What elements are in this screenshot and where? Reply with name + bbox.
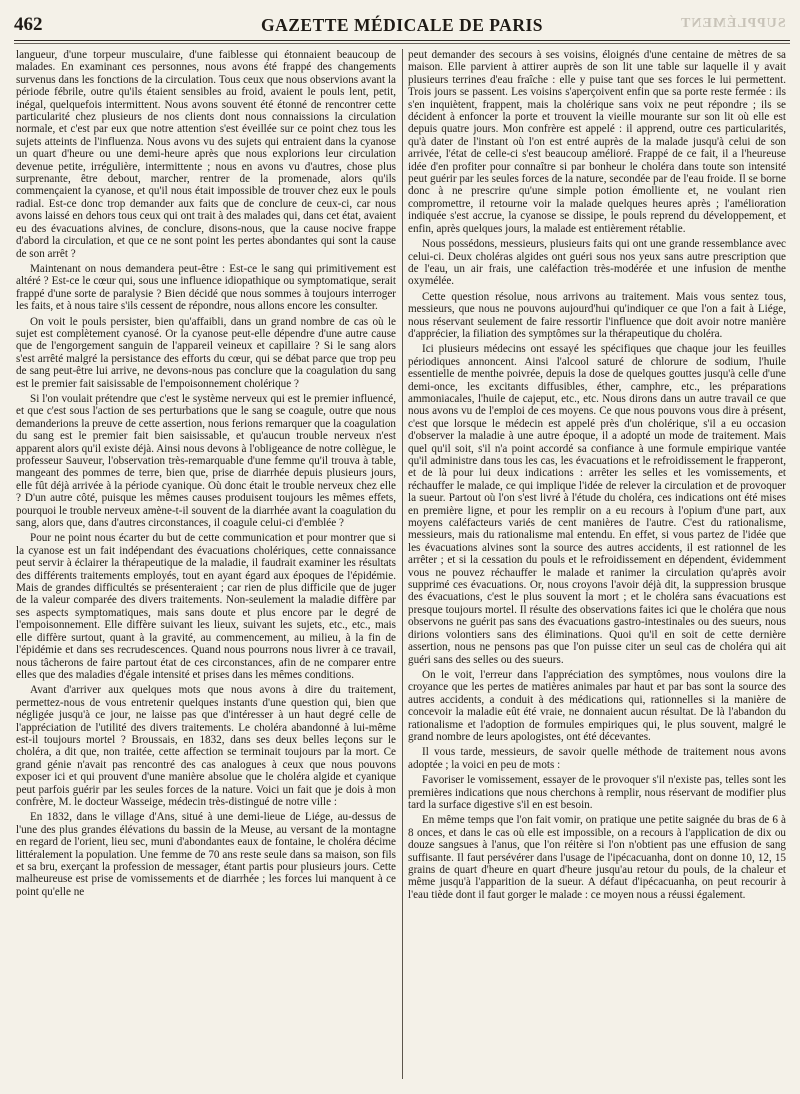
- paragraph: Ici plusieurs médecins ont essayé les spécifiques que chaque jour les feuilles périodiques annoncent. Ainsi l'alcool saturé de chlorure de sodium, l'huile essentielle de menthe poivrée, depuis la dose de quelques gouttes jusqu'à celle d'une demi-once, les excitants diffusibles, éther, camphre, etc., les préparations ammoniacales, l'huile de cajeput, etc., etc. Nous dirons dans un autre travail ce que nous avons vu de l'emploi de ces moyens. Ce que nous pouvons vous dire à présent, c'est que lorsque le médecin est appelé près d'un cholérique, s'il a eu occasion d'observer la maladie à une autre époque, il a adopté un mode de traitement. Mais quel qu'il soit, s'il n'a point accordé sa confiance à une formule empirique vantée qu'il administre dans tous les cas, les évacuations et le refroidissement le frapperont, et de là pour lui deux indications : arrêter les selles et les vomissements, et réchauffer le malade, ce qui implique l'idée de relever la circulation et de provoquer la sueur. Partout où l'on s'est livré à l'étude du choléra, ces indications ont été mises en première ligne, et pour les remplir on a eu recours à l'opium d'une part, aux moyens caléfacteurs variés de cent manières de l'autre. C'est du rationalisme, messieurs, mais du rationalisme mal entendu. En effet, si vous partez de l'idée que les évacuations alvines sont la source des autres accidents, il est rationnel de les arrêter ; et si la cessation du pouls et le refroidissement en dépendent, évidemment vous ne pouvez réchauffer le malade et ranimer la circulation qu'après avoir supprimé ces évacuations. Or, nous croyons l'avoir déjà dit, la suppression brusque des évacuations, c'est le plus souvent la mort ; et le choléra sans évacuations est presque toujours mortel. Il résulte des observations faites ici que le choléra que nous observons ne guérit pas sans des évacuations gastro-intestinales ou des sueurs, nous dirions volontiers sans des éliminations. Quoi qu'il en soit de cette dernière assertion, nous ne pensons pas que l'on puisse citer un seul cas de choléra qui ait guéri sans des selles ou des sueurs.: [408, 343, 786, 666]
- paragraph: Nous possédons, messieurs, plusieurs faits qui ont une grande ressemblance avec celui-ci. Deux choléras algides ont guéri sous nos yeux sans autre prescription que de l'eau, un air frais, une caléfaction très-modérée et une infusion de menthe oxymélée.: [408, 238, 786, 288]
- paragraph: Il vous tarde, messieurs, de savoir quelle méthode de traitement nous avons adoptée ; la voici en peu de mots :: [408, 746, 786, 771]
- paragraph: langueur, d'une torpeur musculaire, d'une faiblesse qui étonnaient beaucoup de malades. En examinant ces personnes, nous avons été frappé des changements survenus dans les fonctions de la circulation. Tous ceux que nous observions avant la période fébrile, outre qu'ils étaient sensibles au froid, avaient le pouls lent, petit, inégal, quelquefois intermittent. Nous avons souvent été étonné de rencontrer cette particularité chez plusieurs de nos clients dont nous connaissions la circulation normale, et c'est par eux que notre attention s'est éveillée sur ce point chez tous les sujets atteints de l'influenza. Nous avons vu des sujets qui entraient dans la cyanose un quart d'heure ou une demi-heure après que nous explorions leur circulation devenue petite, irrégulière, intermittente ; nous en avons vu d'autres, chose plus surprenante, être debout, marcher, rentrer de la promenade, alors qu'ils commençaient la cyanose, et qu'il nous était impossible de trouver chez eux le pouls radial. Est-ce donc trop demander aux faits que de conclure de ceux-ci, car nous avons laissé en dehors tous ceux qui ont trait à des malades qui, dans cet état, avaient eu des évacuations alvines, de conclure, disons-nous, que la cause nocive frappe d'abord la circulation, et que ce ne sont point les pertes abondantes qui sont la cause de son arrêt ?: [16, 49, 396, 260]
- paragraph: Pour ne point nous écarter du but de cette communication et pour montrer que si la cyanose est un fait indépendant des évacuations cholériques, cette connaissance peut servir à éclairer la thérapeutique de la maladie, il faudrait examiner les résultats des différents traitements employés, tout en ayant égard aux époques de l'épidémie. Mais de grandes difficultés se présenteraient ; car rien de plus difficile que de juger de la valeur comparée des divers traitements. Non-seulement la maladie diffère par ses aspects symptomatiques, mais sans doute et plus encore par le degré de l'empoisonnement. Elle diffère suivant les lieux, suivant les sujets, etc., etc., mais elle diffère surtout, quant à la gravité, au commencement, au milieu, à la fin de l'épidémie et dans ses recrudescences. Quand nous pourrons nous livrer à ce travail, nous tâcherons de faire partout état de ces circonstances, afin de ne comparer entre elles que des maladies d'égale intensité et prises dans les mêmes conditions.: [16, 532, 396, 681]
- paragraph: Favoriser le vomissement, essayer de le provoquer s'il n'existe pas, telles sont les premières indications que nous cherchons à remplir, nous réservant de modifier plus tard la surface digestive s'il en est besoin.: [408, 774, 786, 811]
- bleed-through-text: SUPPLÉMENT: [680, 16, 786, 31]
- paragraph: Si l'on voulait prétendre que c'est le système nerveux qui est le premier influencé, et que c'est sous l'action de ses perturbations que le sang se coagule, outre que nous demanderions la preuve de cette assertion, nous ferions remarquer que la coagulation du sang est le premier fait bien saisissable, et qu'aucun trouble nerveux n'est apparent alors qu'il existe déjà. Ainsi nous devons à l'obligeance de notre collègue, le professeur Sauveur, l'observation très-remarquable d'une femme qu'il trouva à table, mangeant des pommes de terre, bien que, prise de diarrhée depuis plusieurs jours, elle fût déjà arrivée à la période cyanique. Où donc était le trouble nerveux chez elle ? D'un autre côté, puisque les mêmes causes produisent toujours les mêmes effets, pourquoi le trouble nerveux amène-t-il souvent de la diarrhée avant la coagulation du sang, alors que, dans d'autres circonstances, il coagule celui-ci d'emblée ?: [16, 392, 396, 530]
- paragraph: peut demander des secours à ses voisins, éloignés d'une centaine de mètres de sa maison. Elle parvient à attirer auprès de son lit une table sur laquelle il y avait plusieurs terrines d'eau fraîche : elle y puise tant que ses forces le lui permettent. Trois jours se passent. Les voisins s'aperçoivent enfin que sa porte reste fermée : ils s'en inquiètent, frappent, mais la cholérique sans voix ne peut répondre ; ils se décident à enfoncer la porte et trouvent la vieille mourante sur son lit où elle est depuis quatre jours. Mon confrère est appelé : il apprend, outre ces particularités, qu'à dater de l'instant où l'on est entré auprès de la malade jusqu'à celui de son arrivée, l'état de celle-ci s'est beaucoup amélioré. Frappé de ce fait, il a l'heureuse idée d'en profiter pour connaître si par bonheur le choléra dans toute son intensité peut guérir par les seules forces de la nature, secondée par de l'eau froide. Il se borne donc à ne prescrire qu'une simple potion émolliente et, ne voulant rien compromettre, il retourne voir la malade quelques heures après ; l'amélioration indiquée s'est accrue, la cyanose se dissipe, le pouls reprend du développement, et enfin, après quelques jours, la malade est entièrement rétablie.: [408, 49, 786, 235]
- paragraph: En même temps que l'on fait vomir, on pratique une petite saignée du bras de 6 à 8 onces, et dans le cas où elle est impossible, on a recours à l'application de dix ou douze sangsues à l'anus, que l'on réitère si l'on n'obtient pas une effusion de sang suffisante. Il faut persévérer dans l'usage de l'ipécacuanha, dont on donne 10, 12, 15 grains de quart d'heure en quart d'heure jusqu'au retour du pouls, de la chaleur et même jusqu'à l'apparition de la sueur. A défaut d'ipécacuanha, on peut recourir à l'eau tiède dont il faut gorger le malade : ce moyen nous a réussi également.: [408, 814, 786, 901]
- column-divider: [402, 49, 403, 1079]
- page-number: 462: [14, 14, 43, 35]
- paragraph: Avant d'arriver aux quelques mots que nous avons à dire du traitement, permettez-nous de vous entretenir quelques instants d'une question qui, bien que négligée jusqu'à ce jour, ne laisse pas que d'intéresser à un haut degré celle de l'appréciation de l'utilité des divers traitements. Le choléra abandonné à lui-même est-il toujours mortel ? Broussais, en 1832, dans ses deux belles leçons sur le choléra, a dit que, non traitée, cette affection se terminait toujours par la mort. Ce grand génie n'avait pas rencontré des cas analogues à ceux que nous pouvons exposer ici et qui prouvent d'une manière absolue que le choléra algide et cyanique peut parfois guérir par les seules forces de la nature. Voici un fait que je dois à mon confrère, M. le docteur Wasseige, médecin très-distingué de notre ville :: [16, 684, 396, 808]
- journal-title: GAZETTE MÉDICALE DE PARIS: [260, 15, 543, 35]
- paragraph: On voit le pouls persister, bien qu'affaibli, dans un grand nombre de cas où le sujet est complètement cyanosé. Or la cyanose peut-elle dépendre d'une autre cause que de l'engorgement sanguin de l'appareil veineux et capillaire ? Si le sang alors s'est arrêté malgré la persistance des efforts du cœur, qui se débat parce que trop peu de sang peut-être lui arrive, ne devons-nous pas conclure que la coagulation du sang est le premier fait saisissable de l'empoisonnement cholérique ?: [16, 315, 396, 390]
- left-column: [16, 49, 396, 1079]
- right-column: [408, 49, 786, 1079]
- header-rule: [14, 43, 790, 44]
- paragraph: Cette question résolue, nous arrivons au traitement. Mais vous sentez tous, messieurs, que nous ne pouvons aujourd'hui qu'indiquer ce que l'on a fait à Liége, nous réservant seulement de faire ressortir l'influence que doit avoir notre manière d'apprécier, la filiation des symptômes sur la thérapeutique du choléra.: [408, 290, 786, 340]
- paragraph: Maintenant on nous demandera peut-être : Est-ce le sang qui primitivement est altéré ? Est-ce le cœur qui, sous une influence idiopathique ou symptomatique, serait frappé d'une sorte de paralysie ? Bien décidé que nous sommes à toujours interroger les faits, et à nous taire s'ils cessent de répondre, nous allons encore les consulter.: [16, 262, 396, 313]
- page-header: [14, 14, 790, 41]
- paragraph: En 1832, dans le village d'Ans, situé à une demi-lieue de Liége, au-dessus de l'une des plus grandes élévations du bassin de la Meuse, au versant de la montagne en regard de l'orient, lieu sec, muni d'abondantes eaux de fontaine, le choléra décime littéralement la population. Une femme de 70 ans reste seule dans sa maison, son fils et sa bru, exerçant la profession de messager, étant partis pour plusieurs jours. Cette malheureuse est prise de vomissements et de diarrhée ; les forces lui manquent à ce point qu'elle ne: [16, 811, 396, 898]
- paragraph: On le voit, l'erreur dans l'appréciation des symptômes, nous voulons dire la croyance que les pertes de matières animales par haut et par bas sont la source des autres accidents, a conduit à des médications qui, rationnelles si la manière de concevoir la maladie eût été vraie, ne donnaient aucun résultat. De là l'abandon du rationalisme et l'adoption de formules empiriques qui, le plus souvent, malgré le grand nombre de leurs apologistes, ont été décevantes.: [408, 668, 786, 743]
